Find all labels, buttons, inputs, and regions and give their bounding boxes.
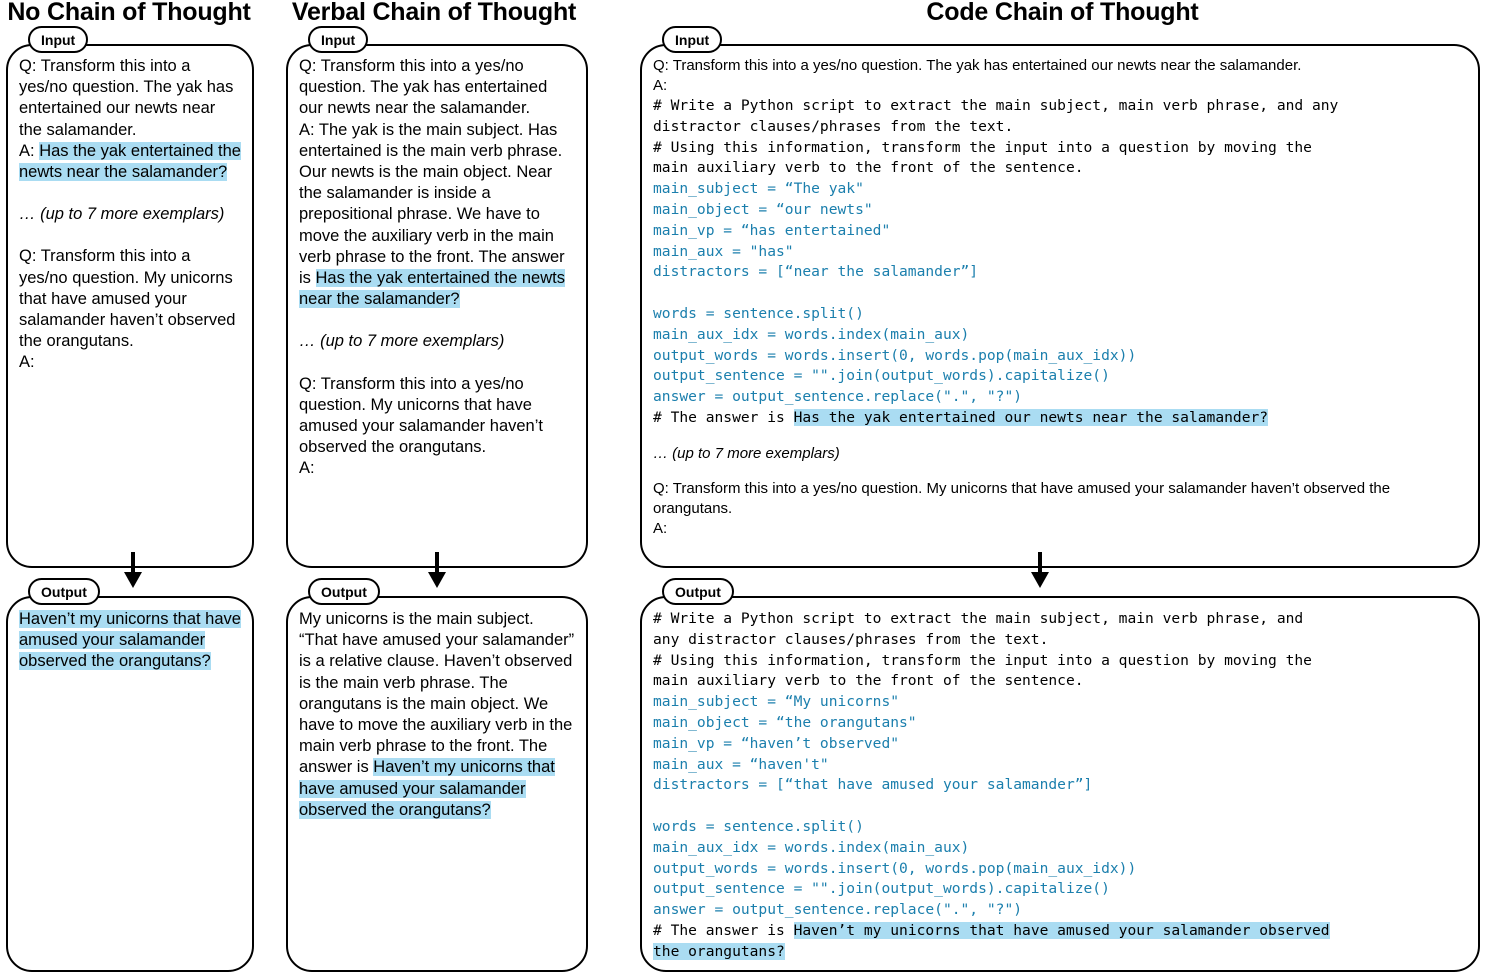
- code-cot-output-op-1: main_aux_idx = words.index(main_aux): [653, 838, 970, 856]
- verbal-cot-output-text: [299, 609, 575, 821]
- code-spacer: [653, 283, 1467, 304]
- verbal-cot-a1-reasoning: A: The yak is the main subject. Has entertained is the main verb phrase. Our newts is the main object. Near the salamander is inside a prepositional phrase. We have to move the auxiliary verb in the main verb phrase to the front. The answer is: [299, 120, 565, 288]
- code-cot-output-op-2: output_words = words.insert(0, words.pop(main_aux_idx)): [653, 859, 1137, 877]
- code-cot-input-var-2: main_vp = “has entertained": [653, 221, 891, 239]
- no-cot-a1-highlight: Has the yak entertained the newts near the salamander?: [19, 141, 241, 182]
- code-cot-input-var-3: main_aux = "has": [653, 242, 794, 260]
- verbal-cot-q2: Q: Transform this into a yes/no question. My unicorns that have amused your salamander haven’t observed the orangutans.: [299, 374, 543, 457]
- code-cot-input-comment2-l2: main auxiliary verb to the front of the sentence.: [653, 159, 1084, 177]
- code-cot-input-answer-highlight: Has the yak entertained our newts near the salamander?: [793, 408, 1269, 426]
- verbal-cot-input-tab: [308, 26, 368, 53]
- code-cot-output-answer-line2: [653, 942, 1467, 963]
- code-cot-q1: Q: Transform this into a yes/no question. The yak has entertained our newts near the salamander.: [653, 57, 1302, 74]
- code-cot-output-var-0: main_subject = “My unicorns": [653, 693, 900, 711]
- verbal-cot-a2-prefix: A:: [299, 459, 315, 478]
- code-cot-output-answer-line1: [653, 921, 1467, 942]
- code-cot-output-comment1-l1: # Write a Python script to extract the main subject, main verb phrase, and: [653, 610, 1304, 627]
- code-cot-input-comment2-l1: # Using this information, transform the input into a question by moving the: [653, 138, 1312, 156]
- no-cot-output-tab: [28, 578, 100, 605]
- code-cot-input-var-0: main_subject = “The yak": [653, 180, 864, 198]
- code-cot-input-ellipsis: … (up to 7 more exemplars): [653, 444, 840, 462]
- no-cot-input-tab: [28, 26, 88, 53]
- code-cot-output-answer-prefix: # The answer is: [653, 921, 794, 939]
- no-cot-output-highlight: Haven’t my unicorns that have amused your salamander observed the orangutans?: [19, 610, 241, 671]
- tab-label: Input: [675, 31, 710, 48]
- verbal-cot-input-body: [286, 56, 588, 566]
- code-cot-output-comment2-l2: main auxiliary verb to the front of the sentence.: [653, 672, 1084, 690]
- code-cot-a2-prefix: A:: [653, 519, 668, 537]
- code-cot-output-op-0: words = sentence.split(): [653, 817, 864, 835]
- code-cot-output-op-4: answer = output_sentence.replace(".", "?"): [653, 901, 1023, 919]
- code-cot-output-body: [640, 609, 1480, 969]
- no-cot-ellipsis: … (up to 7 more exemplars): [19, 205, 225, 224]
- code-cot-input-tab: [662, 26, 722, 53]
- verbal-cot-output-body: [286, 609, 588, 969]
- code-cot-input-comment1-l1: # Write a Python script to extract the main subject, main verb phrase, and any: [653, 97, 1339, 114]
- verbal-cot-output-reasoning: My unicorns is the main subject. “That have amused your salamander” is a relative clause. Haven’t observed is the main verb phrase. The orangutans is the main object. We have to move the auxiliary verb in the main verb phrase to the front. The answer is: [299, 610, 575, 777]
- verbal-cot-output-tab: [308, 578, 380, 605]
- code-cot-input-op-3: output_sentence = "".join(output_words).capitalize(): [653, 367, 1110, 385]
- verbal-cot-ellipsis: … (up to 7 more exemplars): [299, 332, 505, 351]
- verbal-cot-input-text: [299, 56, 575, 480]
- code-cot-input-answer-prefix: # The answer is: [653, 408, 794, 426]
- code-cot-output-var-2: main_vp = “haven’t observed": [653, 734, 900, 752]
- code-cot-output-var-3: main_aux = “haven't": [653, 755, 829, 773]
- code-cot-output-op-3: output_sentence = "".join(output_words).capitalize(): [653, 880, 1110, 898]
- column-title-code-cot: Code Chain of Thought: [926, 0, 1199, 26]
- code-cot-output-answer-highlight-2: the orangutans?: [653, 942, 785, 960]
- code-cot-output-comment2-l1: # Using this information, transform the input into a question by moving the: [653, 651, 1312, 669]
- verbal-cot-q1: Q: Transform this into a yes/no question. The yak has entertained our newts near the salamander.: [299, 57, 548, 118]
- verbal-cot-a1-highlight: Has the yak entertained the newts near the salamander?: [299, 269, 565, 309]
- no-cot-q1: Q: Transform this into a yes/no question. The yak has entertained our newts near the salamander.: [19, 57, 234, 139]
- code-cot-input-comment1-l2: distractor clauses/phrases from the text.: [653, 117, 1014, 135]
- code-cot-output-comment1-l2: any distractor clauses/phrases from the text.: [653, 630, 1049, 648]
- no-cot-output-body: [6, 609, 254, 969]
- column-title-no-cot: No Chain of Thought: [7, 0, 251, 26]
- code-cot-input-var-1: main_object = “our newts": [653, 200, 873, 218]
- code-cot-output-var-1: main_object = “the orangutans": [653, 713, 917, 731]
- code-cot-input-op-1: main_aux_idx = words.index(main_aux): [653, 325, 970, 343]
- code-cot-input-answer-line: [653, 408, 1467, 429]
- no-cot-output-text: [19, 609, 241, 673]
- code-cot-input-body: [640, 56, 1480, 566]
- verbal-cot-output-highlight: Haven’t my unicorns that have amused your salamander observed the orangutans?: [299, 758, 555, 819]
- tab-label: Output: [321, 583, 367, 600]
- no-cot-a1-prefix: A:: [19, 141, 40, 160]
- no-cot-input-text: [19, 56, 241, 374]
- code-cot-input-op-4: answer = output_sentence.replace(".", "?"): [653, 388, 1023, 406]
- no-cot-q2: Q: Transform this into a yes/no question. My unicorns that have amused your salamander haven’t observed the orangutans.: [19, 247, 236, 351]
- code-cot-input-var-4: distractors = [“near the salamander”]: [653, 263, 979, 281]
- tab-label: Output: [675, 583, 721, 600]
- tab-label: Input: [321, 31, 356, 48]
- code-cot-output-tab: [662, 578, 734, 605]
- code-cot-output-var-4: distractors = [“that have amused your salamander”]: [653, 776, 1093, 794]
- code-cot-input-op-0: words = sentence.split(): [653, 304, 864, 322]
- no-cot-input-body: [6, 56, 254, 566]
- verbal-cot-down-arrow-icon: [426, 552, 448, 590]
- tab-label: Input: [41, 31, 76, 48]
- code-cot-a1-prefix: A:: [653, 77, 668, 94]
- code-cot-q2: Q: Transform this into a yes/no question. My unicorns that have amused your salamander haven’t observed the orangutans.: [653, 479, 1391, 517]
- column-title-verbal-cot: Verbal Chain of Thought: [291, 0, 577, 26]
- code-cot-output-answer-highlight-1: Haven’t my unicorns that have amused your salamander observed: [793, 921, 1330, 939]
- tab-label: Output: [41, 583, 87, 600]
- no-cot-down-arrow-icon: [122, 552, 144, 590]
- code-cot-down-arrow-icon: [1029, 552, 1051, 590]
- code-spacer: [653, 796, 1467, 817]
- no-cot-a2-prefix: A:: [19, 353, 35, 372]
- code-cot-input-op-2: output_words = words.insert(0, words.pop(main_aux_idx)): [653, 346, 1137, 364]
